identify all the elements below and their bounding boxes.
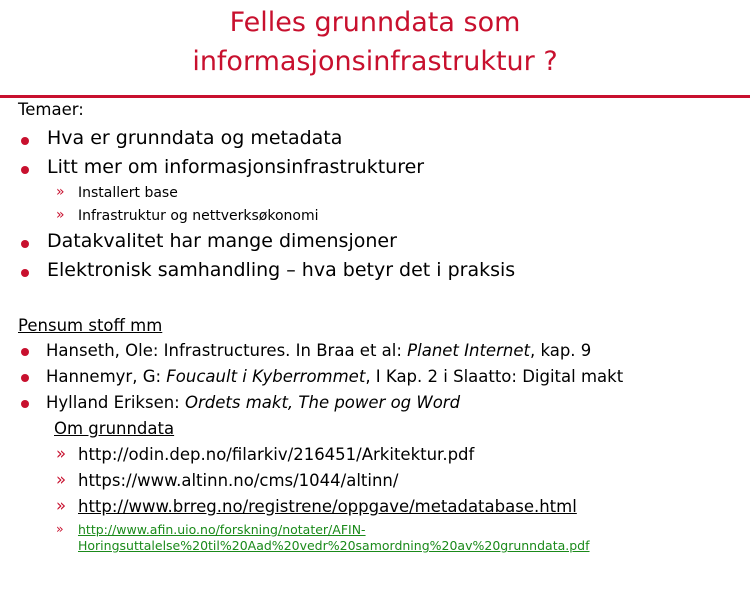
red-chevron-icon: » — [56, 184, 65, 200]
theme-item: Elektronisk samhandling – hva betyr det i praksis — [47, 259, 516, 281]
red-chevron-icon: » — [56, 521, 64, 536]
red-dot-icon — [21, 269, 29, 277]
grunndata-subheading: Om grunndata — [54, 419, 175, 438]
reference-text: Hylland Eriksen: — [46, 393, 185, 412]
reference-title: Foucault i Kyberrommet — [166, 367, 366, 386]
red-chevron-icon: » — [56, 444, 67, 463]
reference-text: , I Kap. 2 i Slaatto: Digital makt — [365, 367, 624, 386]
link-altinn[interactable]: https://www.altinn.no/cms/1044/altinn/ — [78, 471, 399, 490]
red-dot-icon — [21, 240, 29, 248]
theme-subitem: Installert base — [78, 185, 178, 201]
reference-text: , kap. 9 — [529, 341, 592, 360]
reference-item — [46, 367, 623, 386]
theme-item: Datakvalitet har mange dimensjoner — [47, 230, 397, 252]
red-chevron-icon: » — [56, 496, 67, 515]
title-divider — [0, 95, 750, 98]
red-dot-icon — [21, 137, 29, 145]
slide-title-line1: Felles grunndata som — [229, 7, 521, 38]
theme-subitem: Infrastruktur og nettverksøkonomi — [78, 208, 319, 224]
red-chevron-icon: » — [56, 207, 65, 223]
reference-item — [46, 393, 460, 412]
reference-title: Ordets makt, The power og Word — [185, 393, 461, 412]
theme-item: Hva er grunndata og metadata — [47, 127, 343, 149]
reference-text: Hannemyr, G: — [46, 367, 167, 386]
reference-title: Planet Internet — [407, 341, 530, 360]
link-brreg-metadatabase[interactable]: http://www.brreg.no/registrene/oppgave/metadatabase.html — [78, 497, 577, 516]
link-afin-line1[interactable]: http://www.afin.uio.no/forskning/notater/AFIN- — [78, 522, 366, 537]
slide-title-line2: informasjonsinfrastruktur ? — [192, 46, 558, 77]
red-dot-icon — [21, 374, 29, 382]
link-arkitektur[interactable]: http://odin.dep.no/filarkiv/216451/Arkitektur.pdf — [78, 445, 475, 464]
link-afin-line2[interactable]: Horingsuttalelse%20til%20Aad%20vedr%20samordning%20av%20grunndata.pdf — [78, 538, 590, 553]
themes-heading: Temaer: — [18, 100, 84, 119]
red-dot-icon — [21, 166, 29, 174]
red-dot-icon — [21, 400, 29, 408]
theme-item: Litt mer om informasjonsinfrastrukturer — [47, 156, 425, 178]
curriculum-heading: Pensum stoff mm — [18, 316, 163, 335]
red-dot-icon — [21, 348, 29, 356]
red-chevron-icon: » — [56, 470, 67, 489]
reference-item — [46, 341, 591, 360]
reference-text: Hanseth, Ole: Infrastructures. In Braa et al: — [46, 341, 408, 360]
